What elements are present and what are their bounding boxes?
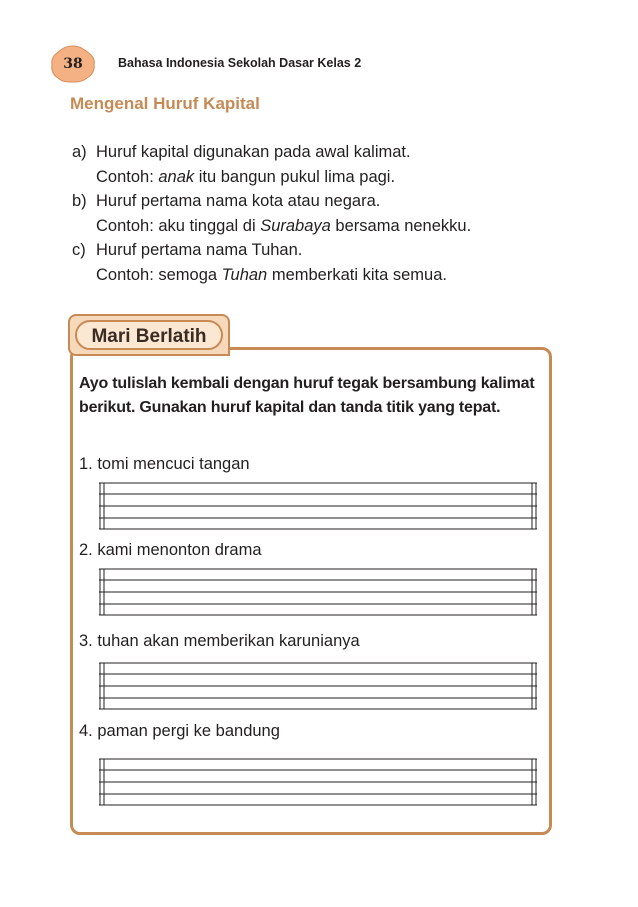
writing-guide <box>99 662 537 710</box>
rule-text: Huruf kapital digunakan pada awal kalimat. <box>96 143 411 161</box>
example-highlight: Surabaya <box>260 216 331 235</box>
example-prefix: Contoh: aku tinggal di <box>96 216 261 235</box>
writing-guide <box>99 568 537 616</box>
rule-example <box>96 214 552 239</box>
rule-marker: c) <box>72 241 86 259</box>
capital-letter-rules <box>72 140 552 287</box>
exercise-tab <box>68 314 230 356</box>
example-suffix: bersama nenekku. <box>330 216 472 235</box>
task-sentence: 3. tuhan akan memberikan karunianya <box>79 632 360 650</box>
writing-lines[interactable] <box>99 662 537 710</box>
book-title: Bahasa Indonesia Sekolah Dasar Kelas 2 <box>118 56 362 70</box>
example-prefix: Contoh: <box>96 167 159 186</box>
rule-text: Huruf pertama nama Tuhan. <box>96 241 303 259</box>
writing-lines[interactable] <box>99 482 537 530</box>
rule-item <box>72 238 552 287</box>
writing-lines[interactable] <box>99 758 537 806</box>
example-suffix: memberkati kita semua. <box>267 265 447 284</box>
task-sentence: 1. tomi mencuci tangan <box>79 455 250 473</box>
rule-example <box>96 165 552 190</box>
rule-item <box>72 140 552 189</box>
rule-item <box>72 189 552 238</box>
task-sentence: 4. paman pergi ke bandung <box>79 722 280 740</box>
example-suffix: itu bangun pukul lima pagi. <box>194 167 396 186</box>
writing-guide <box>99 482 537 530</box>
exercise-instruction: Ayo tulislah kembali dengan huruf tegak bersambung kalimat berikut. Gunakan huruf kapital dan tanda titik yang tepat. <box>79 375 535 416</box>
rule-example <box>96 263 552 288</box>
example-prefix: Contoh: semoga <box>96 265 222 284</box>
rule-text: Huruf pertama nama kota atau negara. <box>96 192 381 210</box>
exercise-tab-label: Mari Berlatih <box>75 320 223 350</box>
rule-marker: a) <box>72 143 87 161</box>
rule-marker: b) <box>72 192 87 210</box>
writing-lines[interactable] <box>99 568 537 616</box>
task-sentence: 2. kami menonton drama <box>79 541 262 559</box>
page-number: 38 <box>63 56 83 72</box>
writing-guide <box>99 758 537 806</box>
example-highlight: Tuhan <box>221 265 268 284</box>
example-highlight: anak <box>158 167 195 186</box>
section-title: Mengenal Huruf Kapital <box>70 94 260 113</box>
